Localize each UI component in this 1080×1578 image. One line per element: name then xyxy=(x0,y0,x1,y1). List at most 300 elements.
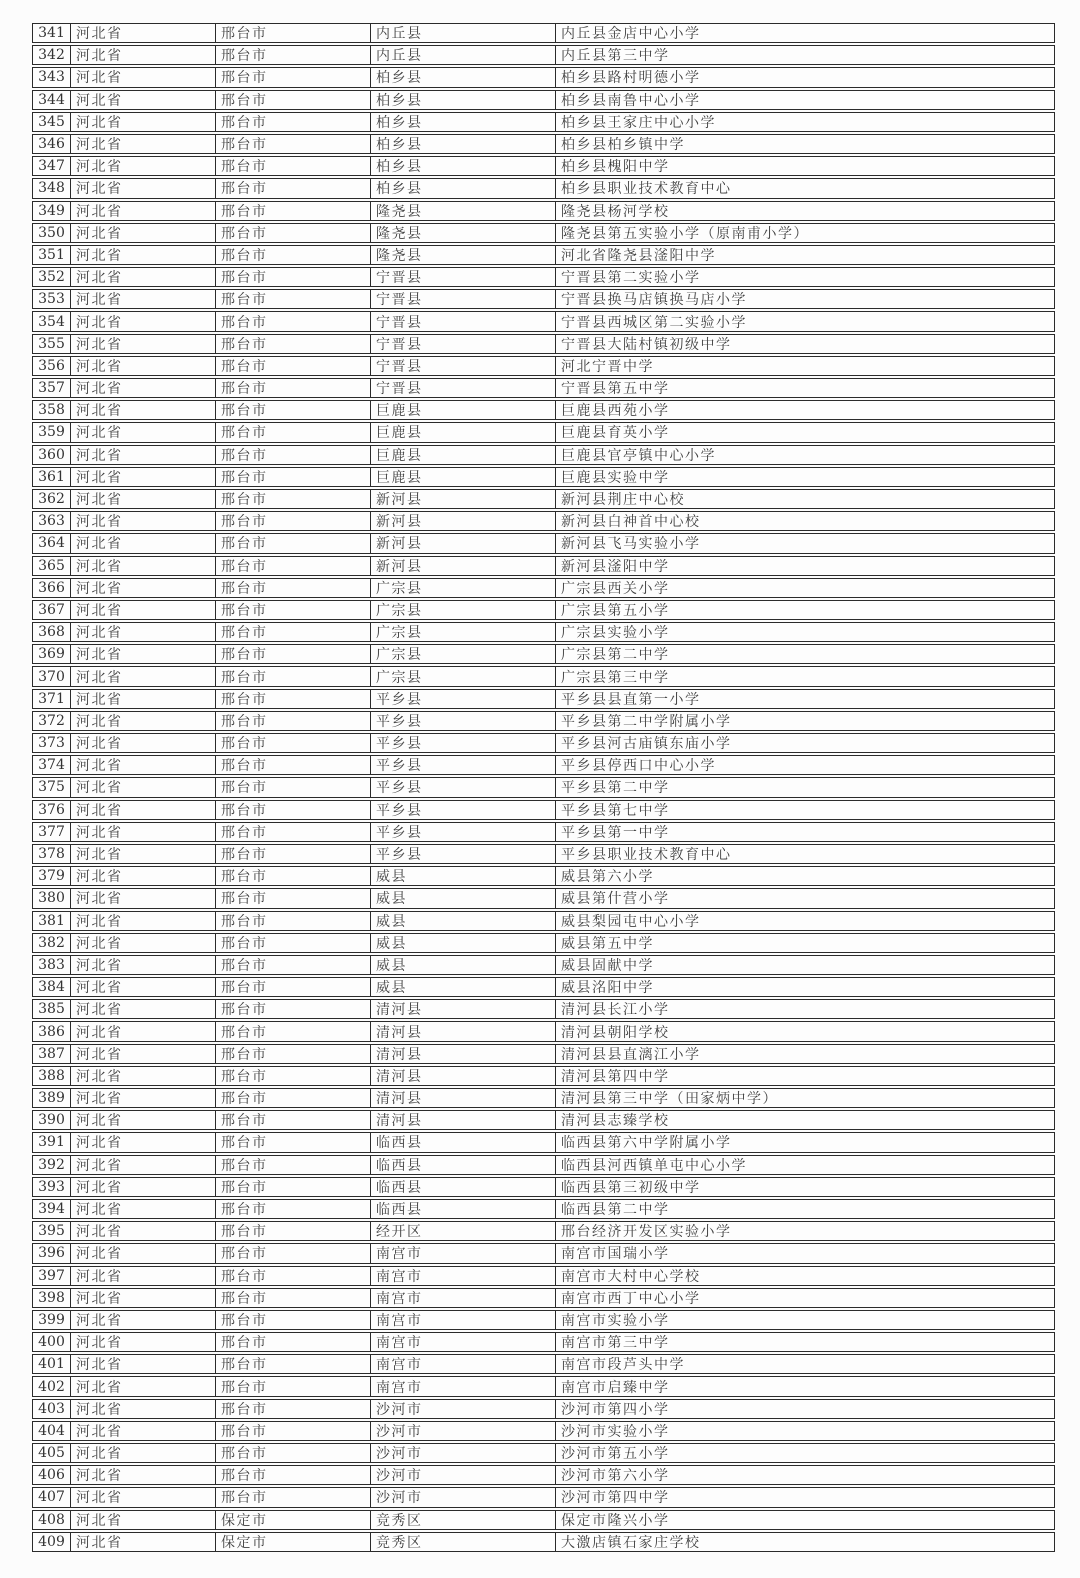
cell-province: 河北省 xyxy=(71,712,216,730)
cell-county: 平乡县 xyxy=(371,712,556,730)
cell-school-name: 沙河市第四中学 xyxy=(561,1490,670,1507)
cell-province: 河北省 xyxy=(71,157,216,175)
table-row xyxy=(32,733,1055,753)
cell-province: 河北省 xyxy=(71,978,216,996)
cell-county: 临西县 xyxy=(371,1200,556,1218)
table-row xyxy=(32,1310,1055,1330)
table-row xyxy=(32,223,1055,243)
cell-city: 邢台市 xyxy=(216,867,371,885)
cell-province: 河北省 xyxy=(71,912,216,930)
cell-county: 临西县 xyxy=(371,1133,556,1151)
cell-school-name: 新河县滏阳中学 xyxy=(561,558,670,575)
cell-province: 河北省 xyxy=(71,734,216,752)
cell-county: 沙河市 xyxy=(371,1466,556,1484)
table-row xyxy=(32,467,1055,487)
cell-county: 清河县 xyxy=(371,1067,556,1085)
table-row xyxy=(32,1288,1055,1308)
cell-county: 威县 xyxy=(371,934,556,952)
table-row xyxy=(32,1332,1055,1352)
cell-row-number: 354 xyxy=(33,312,71,330)
cell-city: 邢台市 xyxy=(216,468,371,486)
cell-province: 河北省 xyxy=(71,1222,216,1240)
table-row xyxy=(32,578,1055,598)
cell-province: 河北省 xyxy=(71,1333,216,1351)
table-row xyxy=(32,1110,1055,1130)
cell-county: 柏乡县 xyxy=(371,68,556,86)
cell-row-number: 373 xyxy=(33,734,71,752)
cell-city: 邢台市 xyxy=(216,1289,371,1307)
cell-row-number: 388 xyxy=(33,1067,71,1085)
table-row xyxy=(32,1421,1055,1441)
cell-school-name: 清河县第三中学（田家炳中学） xyxy=(561,1091,778,1108)
cell-province: 河北省 xyxy=(71,268,216,286)
cell-province: 河北省 xyxy=(71,1156,216,1174)
table-row xyxy=(32,134,1055,154)
cell-province: 河北省 xyxy=(71,1200,216,1218)
cell-county: 宁晋县 xyxy=(371,379,556,397)
cell-row-number: 389 xyxy=(33,1089,71,1107)
table-row xyxy=(32,933,1055,953)
table-row xyxy=(32,1510,1055,1530)
cell-school-name: 巨鹿县育英小学 xyxy=(561,425,670,442)
cell-row-number: 372 xyxy=(33,712,71,730)
cell-county: 南宫市 xyxy=(371,1244,556,1262)
cell-row-number: 346 xyxy=(33,135,71,153)
cell-county: 新河县 xyxy=(371,534,556,552)
table-row xyxy=(32,289,1055,309)
cell-school-name: 平乡县第二中学 xyxy=(561,780,670,797)
cell-city: 邢台市 xyxy=(216,1200,371,1218)
cell-province: 河北省 xyxy=(71,246,216,264)
cell-province: 河北省 xyxy=(71,113,216,131)
cell-province: 河北省 xyxy=(71,1377,216,1395)
cell-city: 邢台市 xyxy=(216,690,371,708)
cell-row-number: 366 xyxy=(33,579,71,597)
cell-province: 河北省 xyxy=(71,468,216,486)
cell-city: 邢台市 xyxy=(216,202,371,220)
cell-province: 河北省 xyxy=(71,1133,216,1151)
cell-province: 河北省 xyxy=(71,1244,216,1262)
cell-row-number: 355 xyxy=(33,335,71,353)
cell-county: 威县 xyxy=(371,867,556,885)
cell-school-name: 南宫市启臻中学 xyxy=(561,1379,670,1396)
cell-county: 内丘县 xyxy=(371,46,556,64)
cell-county: 临西县 xyxy=(371,1178,556,1196)
cell-county: 宁晋县 xyxy=(371,335,556,353)
cell-row-number: 349 xyxy=(33,202,71,220)
cell-school-name: 沙河市第五小学 xyxy=(561,1446,670,1463)
table-row xyxy=(32,156,1055,176)
table-row xyxy=(32,689,1055,709)
cell-county: 南宫市 xyxy=(371,1311,556,1329)
cell-school-name: 沙河市第六小学 xyxy=(561,1468,670,1485)
table-row xyxy=(32,711,1055,731)
cell-row-number: 381 xyxy=(33,912,71,930)
cell-county: 平乡县 xyxy=(371,778,556,796)
cell-county: 威县 xyxy=(371,978,556,996)
cell-city: 邢台市 xyxy=(216,335,371,353)
cell-row-number: 341 xyxy=(33,24,71,42)
cell-row-number: 368 xyxy=(33,623,71,641)
cell-county: 清河县 xyxy=(371,1022,556,1040)
cell-city: 邢台市 xyxy=(216,157,371,175)
table-row xyxy=(32,600,1055,620)
cell-city: 邢台市 xyxy=(216,1444,371,1462)
cell-school-name: 柏乡县柏乡镇中学 xyxy=(561,137,685,154)
cell-row-number: 371 xyxy=(33,690,71,708)
table-row xyxy=(32,777,1055,797)
cell-school-name: 南宫市西丁中心小学 xyxy=(561,1290,701,1307)
cell-row-number: 360 xyxy=(33,446,71,464)
cell-school-name: 威县第五中学 xyxy=(561,935,654,952)
cell-city: 邢台市 xyxy=(216,667,371,685)
cell-province: 河北省 xyxy=(71,1111,216,1129)
cell-county: 柏乡县 xyxy=(371,91,556,109)
cell-row-number: 404 xyxy=(33,1422,71,1440)
cell-row-number: 362 xyxy=(33,490,71,508)
cell-city: 邢台市 xyxy=(216,446,371,464)
cell-row-number: 393 xyxy=(33,1178,71,1196)
cell-province: 河北省 xyxy=(71,68,216,86)
cell-county: 广宗县 xyxy=(371,667,556,685)
cell-city: 邢台市 xyxy=(216,1067,371,1085)
table-row xyxy=(32,644,1055,664)
cell-city: 邢台市 xyxy=(216,601,371,619)
cell-county: 清河县 xyxy=(371,1089,556,1107)
cell-row-number: 353 xyxy=(33,290,71,308)
cell-city: 邢台市 xyxy=(216,1222,371,1240)
cell-school-name: 威县洺阳中学 xyxy=(561,980,654,997)
cell-county: 平乡县 xyxy=(371,823,556,841)
cell-province: 河北省 xyxy=(71,778,216,796)
table-row xyxy=(32,1354,1055,1374)
cell-province: 河北省 xyxy=(71,579,216,597)
cell-row-number: 357 xyxy=(33,379,71,397)
cell-city: 邢台市 xyxy=(216,734,371,752)
cell-county: 巨鹿县 xyxy=(371,401,556,419)
table-row xyxy=(32,201,1055,221)
cell-province: 河北省 xyxy=(71,1067,216,1085)
cell-row-number: 345 xyxy=(33,113,71,131)
cell-city: 邢台市 xyxy=(216,1133,371,1151)
cell-county: 南宫市 xyxy=(371,1333,556,1351)
cell-school-name: 广宗县西关小学 xyxy=(561,580,670,597)
cell-city: 邢台市 xyxy=(216,312,371,330)
cell-province: 河北省 xyxy=(71,956,216,974)
table-row xyxy=(32,1399,1055,1419)
cell-row-number: 403 xyxy=(33,1400,71,1418)
cell-city: 邢台市 xyxy=(216,1022,371,1040)
cell-province: 河北省 xyxy=(71,1289,216,1307)
table-row xyxy=(32,267,1055,287)
cell-school-name: 威县第什营小学 xyxy=(561,891,670,908)
cell-city: 邢台市 xyxy=(216,512,371,530)
cell-school-name: 广宗县实验小学 xyxy=(561,625,670,642)
cell-school-name: 柏乡县路村明德小学 xyxy=(561,70,701,87)
cell-row-number: 383 xyxy=(33,956,71,974)
table-row xyxy=(32,400,1055,420)
cell-county: 沙河市 xyxy=(371,1422,556,1440)
cell-row-number: 348 xyxy=(33,179,71,197)
cell-school-name: 清河县长江小学 xyxy=(561,1002,670,1019)
cell-row-number: 408 xyxy=(33,1511,71,1529)
table-row xyxy=(32,1044,1055,1064)
cell-school-name: 巨鹿县西苑小学 xyxy=(561,403,670,420)
cell-school-name: 平乡县第二中学附属小学 xyxy=(561,713,732,730)
cell-row-number: 363 xyxy=(33,512,71,530)
cell-province: 河北省 xyxy=(71,690,216,708)
cell-school-name: 大激店镇石家庄学校 xyxy=(561,1534,701,1551)
cell-school-name: 南宫市大村中心学校 xyxy=(561,1268,701,1285)
table-row xyxy=(32,1487,1055,1507)
cell-county: 广宗县 xyxy=(371,601,556,619)
cell-school-name: 沙河市第四小学 xyxy=(561,1401,670,1418)
cell-province: 河北省 xyxy=(71,1022,216,1040)
cell-city: 邢台市 xyxy=(216,113,371,131)
cell-city: 邢台市 xyxy=(216,912,371,930)
table-row xyxy=(32,1376,1055,1396)
cell-county: 新河县 xyxy=(371,557,556,575)
cell-province: 河北省 xyxy=(71,179,216,197)
cell-school-name: 平乡县河古庙镇东庙小学 xyxy=(561,736,732,753)
cell-row-number: 397 xyxy=(33,1267,71,1285)
cell-county: 隆尧县 xyxy=(371,202,556,220)
table-row xyxy=(32,112,1055,132)
cell-school-name: 宁晋县大陆村镇初级中学 xyxy=(561,336,732,353)
cell-county: 经开区 xyxy=(371,1222,556,1240)
cell-school-name: 河北宁晋中学 xyxy=(561,358,654,375)
cell-school-name: 柏乡县王家庄中心小学 xyxy=(561,114,716,131)
table-row xyxy=(32,1177,1055,1197)
cell-county: 宁晋县 xyxy=(371,312,556,330)
cell-province: 河北省 xyxy=(71,1511,216,1529)
cell-school-name: 临西县第六中学附属小学 xyxy=(561,1135,732,1152)
cell-county: 广宗县 xyxy=(371,579,556,597)
cell-school-name: 南宫市实验小学 xyxy=(561,1312,670,1329)
cell-county: 巨鹿县 xyxy=(371,423,556,441)
cell-city: 邢台市 xyxy=(216,1178,371,1196)
table-row xyxy=(32,800,1055,820)
cell-county: 沙河市 xyxy=(371,1444,556,1462)
cell-row-number: 392 xyxy=(33,1156,71,1174)
cell-county: 平乡县 xyxy=(371,734,556,752)
cell-county: 威县 xyxy=(371,889,556,907)
table-row xyxy=(32,489,1055,509)
cell-province: 河北省 xyxy=(71,512,216,530)
cell-county: 清河县 xyxy=(371,1045,556,1063)
cell-county: 柏乡县 xyxy=(371,179,556,197)
cell-school-name: 威县固献中学 xyxy=(561,957,654,974)
cell-county: 平乡县 xyxy=(371,756,556,774)
cell-city: 邢台市 xyxy=(216,1156,371,1174)
table-row xyxy=(32,1199,1055,1219)
table-row xyxy=(32,1088,1055,1108)
cell-row-number: 386 xyxy=(33,1022,71,1040)
cell-city: 邢台市 xyxy=(216,135,371,153)
cell-school-name: 河北省隆尧县滏阳中学 xyxy=(561,247,716,264)
table-row xyxy=(32,1443,1055,1463)
cell-county: 新河县 xyxy=(371,512,556,530)
cell-county: 隆尧县 xyxy=(371,246,556,264)
cell-row-number: 405 xyxy=(33,1444,71,1462)
cell-row-number: 365 xyxy=(33,557,71,575)
cell-province: 河北省 xyxy=(71,934,216,952)
table-row xyxy=(32,356,1055,376)
cell-row-number: 398 xyxy=(33,1289,71,1307)
cell-county: 广宗县 xyxy=(371,645,556,663)
cell-school-name: 宁晋县西城区第二实验小学 xyxy=(561,314,747,331)
cell-row-number: 378 xyxy=(33,845,71,863)
cell-province: 河北省 xyxy=(71,1089,216,1107)
cell-school-name: 广宗县第三中学 xyxy=(561,669,670,686)
table-row xyxy=(32,822,1055,842)
cell-city: 邢台市 xyxy=(216,956,371,974)
cell-school-name: 平乡县县直第一小学 xyxy=(561,691,701,708)
cell-county: 新河县 xyxy=(371,490,556,508)
cell-row-number: 406 xyxy=(33,1466,71,1484)
cell-city: 邢台市 xyxy=(216,246,371,264)
cell-row-number: 394 xyxy=(33,1200,71,1218)
cell-province: 河北省 xyxy=(71,645,216,663)
cell-school-name: 邢台经济开发区实验小学 xyxy=(561,1224,732,1241)
cell-province: 河北省 xyxy=(71,1533,216,1551)
cell-province: 河北省 xyxy=(71,1311,216,1329)
table-row xyxy=(32,1066,1055,1086)
cell-county: 威县 xyxy=(371,912,556,930)
table-row xyxy=(32,533,1055,553)
cell-county: 竞秀区 xyxy=(371,1511,556,1529)
cell-row-number: 402 xyxy=(33,1377,71,1395)
cell-province: 河北省 xyxy=(71,490,216,508)
cell-row-number: 409 xyxy=(33,1533,71,1551)
cell-row-number: 376 xyxy=(33,801,71,819)
cell-county: 临西县 xyxy=(371,1156,556,1174)
cell-province: 河北省 xyxy=(71,335,216,353)
cell-row-number: 359 xyxy=(33,423,71,441)
cell-city: 邢台市 xyxy=(216,46,371,64)
table-row xyxy=(32,1221,1055,1241)
cell-county: 隆尧县 xyxy=(371,224,556,242)
cell-school-name: 新河县飞马实验小学 xyxy=(561,536,701,553)
cell-row-number: 358 xyxy=(33,401,71,419)
cell-row-number: 390 xyxy=(33,1111,71,1129)
cell-county: 清河县 xyxy=(371,1111,556,1129)
table-row xyxy=(32,378,1055,398)
cell-county: 沙河市 xyxy=(371,1400,556,1418)
cell-row-number: 380 xyxy=(33,889,71,907)
cell-province: 河北省 xyxy=(71,667,216,685)
cell-row-number: 351 xyxy=(33,246,71,264)
table-row xyxy=(32,23,1055,43)
cell-county: 平乡县 xyxy=(371,690,556,708)
cell-province: 河北省 xyxy=(71,202,216,220)
cell-city: 保定市 xyxy=(216,1511,371,1529)
cell-row-number: 369 xyxy=(33,645,71,663)
cell-county: 巨鹿县 xyxy=(371,468,556,486)
cell-province: 河北省 xyxy=(71,1045,216,1063)
table-row xyxy=(32,999,1055,1019)
cell-city: 邢台市 xyxy=(216,645,371,663)
cell-school-name: 宁晋县第五中学 xyxy=(561,381,670,398)
school-list-table xyxy=(32,23,1055,1552)
cell-city: 邢台市 xyxy=(216,68,371,86)
table-row xyxy=(32,977,1055,997)
table-row xyxy=(32,556,1055,576)
cell-school-name: 临西县第三初级中学 xyxy=(561,1179,701,1196)
cell-city: 邢台市 xyxy=(216,1267,371,1285)
table-row xyxy=(32,511,1055,531)
cell-school-name: 平乡县第七中学 xyxy=(561,802,670,819)
cell-province: 河北省 xyxy=(71,823,216,841)
cell-county: 清河县 xyxy=(371,1000,556,1018)
cell-city: 邢台市 xyxy=(216,712,371,730)
table-row xyxy=(32,844,1055,864)
cell-city: 邢台市 xyxy=(216,1000,371,1018)
cell-school-name: 广宗县第五小学 xyxy=(561,602,670,619)
cell-county: 南宫市 xyxy=(371,1289,556,1307)
cell-row-number: 377 xyxy=(33,823,71,841)
cell-city: 邢台市 xyxy=(216,978,371,996)
cell-row-number: 375 xyxy=(33,778,71,796)
cell-city: 邢台市 xyxy=(216,401,371,419)
table-row xyxy=(32,1155,1055,1175)
cell-city: 邢台市 xyxy=(216,756,371,774)
table-row xyxy=(32,1132,1055,1152)
table-row xyxy=(32,245,1055,265)
cell-row-number: 399 xyxy=(33,1311,71,1329)
cell-city: 邢台市 xyxy=(216,357,371,375)
cell-row-number: 385 xyxy=(33,1000,71,1018)
cell-row-number: 343 xyxy=(33,68,71,86)
cell-county: 平乡县 xyxy=(371,845,556,863)
cell-row-number: 342 xyxy=(33,46,71,64)
table-row xyxy=(32,45,1055,65)
cell-city: 邢台市 xyxy=(216,1466,371,1484)
cell-province: 河北省 xyxy=(71,290,216,308)
cell-province: 河北省 xyxy=(71,312,216,330)
cell-row-number: 352 xyxy=(33,268,71,286)
cell-city: 邢台市 xyxy=(216,1377,371,1395)
cell-school-name: 内丘县第三中学 xyxy=(561,48,670,65)
cell-school-name: 新河县白神首中心校 xyxy=(561,514,701,531)
cell-county: 柏乡县 xyxy=(371,157,556,175)
cell-school-name: 隆尧县杨河学校 xyxy=(561,203,670,220)
cell-school-name: 隆尧县第五实验小学（原南甫小学） xyxy=(561,225,809,242)
cell-city: 邢台市 xyxy=(216,224,371,242)
cell-province: 河北省 xyxy=(71,867,216,885)
cell-county: 威县 xyxy=(371,956,556,974)
cell-city: 邢台市 xyxy=(216,845,371,863)
cell-county: 柏乡县 xyxy=(371,135,556,153)
cell-city: 邢台市 xyxy=(216,1111,371,1129)
cell-city: 邢台市 xyxy=(216,1333,371,1351)
cell-row-number: 361 xyxy=(33,468,71,486)
table-row xyxy=(32,90,1055,110)
cell-row-number: 347 xyxy=(33,157,71,175)
table-row xyxy=(32,1266,1055,1286)
cell-city: 邢台市 xyxy=(216,423,371,441)
cell-school-name: 宁晋县换马店镇换马店小学 xyxy=(561,292,747,309)
cell-province: 河北省 xyxy=(71,423,216,441)
cell-school-name: 巨鹿县实验中学 xyxy=(561,469,670,486)
cell-school-name: 威县梨园屯中心小学 xyxy=(561,913,701,930)
cell-city: 邢台市 xyxy=(216,24,371,42)
table-row xyxy=(32,888,1055,908)
cell-county: 南宫市 xyxy=(371,1355,556,1373)
cell-city: 邢台市 xyxy=(216,623,371,641)
cell-province: 河北省 xyxy=(71,1000,216,1018)
cell-county: 柏乡县 xyxy=(371,113,556,131)
